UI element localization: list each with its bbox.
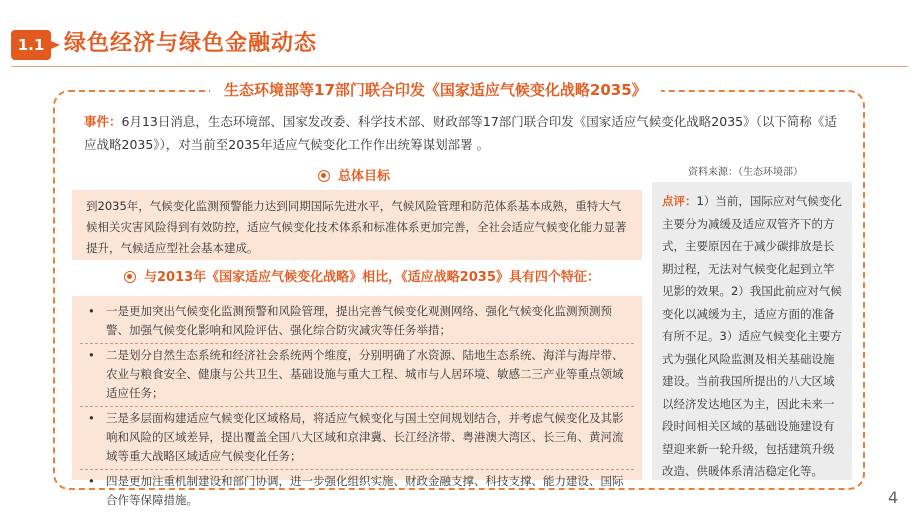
review-panel <box>652 182 852 480</box>
features-panel <box>72 296 642 507</box>
review-label: 点评： <box>662 194 697 208</box>
feature-text: 四是更加注重机制建设和部门协调，进一步强化组织实施、财政金融支撑、科技支撑、能力建设、国际合作等保障措施。 <box>106 474 624 507</box>
event-text: 6月13日消息，生态环境部、国家发改委、科学技术部、财政部等17部门联合印发《国家适应气候变化战略2035》（以下简称《适应战略2035》），对当前至2035年适应气候变化工作作出统筹谋划部署 。 <box>84 114 837 152</box>
article-subtitle: 生态环境部等17部门联合印发《国家适应气候变化战略2035》 <box>210 78 661 102</box>
goal-text: 到2035年，气候变化监测预警能力达到同期国际先进水平，气候风险管理和防范体系基本成熟，重特大气候相关灾害风险得到有效防控，适应气候变化技术体系和标准体系更加完善，全社会适应气候变化能力显著提升，气候适应型社会基本建成。 <box>86 199 627 255</box>
feature-item <box>80 470 634 513</box>
feature-item <box>80 300 634 344</box>
event-label: 事件： <box>84 114 122 129</box>
target-bullet-icon <box>318 170 330 182</box>
features-heading <box>124 268 600 288</box>
feature-item <box>80 407 634 470</box>
event-paragraph <box>84 110 844 156</box>
title-divider <box>11 66 908 67</box>
features-heading-text: 与2013年《国家适应气候变化战略》相比，《适应战略2035》具有四个特征： <box>144 270 600 285</box>
page-number: 4 <box>888 488 899 507</box>
target-bullet-icon <box>124 271 136 283</box>
feature-text: 三是多层面构建适应气候变化区域格局，将适应气候变化与国土空间规划结合，并考虑气候变化及其影响和风险的区域差异，提出覆盖全国八大区域和京津冀、长江经济带、粤港澳大湾区、长三角、黄河流域等重大战略区域适应气候变化任务； <box>106 411 624 463</box>
feature-text: 二是划分自然生态系统和经济社会系统两个维度，分别明确了水资源、陆地生态系统、海洋与海岸带、农业与粮食安全、健康与公共卫生、基础设施与重大工程、城市与人居环境、敏感二三产业等重点领域适应任务； <box>106 348 624 400</box>
source-note: 资料来源：（生态环境部） <box>688 167 803 178</box>
goal-panel <box>72 190 642 260</box>
bullet-icon: • <box>88 411 95 425</box>
goal-heading <box>318 167 390 187</box>
goal-heading-text: 总体目标 <box>338 169 391 184</box>
section-number-badge: 1.1 <box>11 30 51 60</box>
feature-item <box>80 344 634 407</box>
bullet-icon: • <box>88 348 95 362</box>
review-text: 1）当前，国际应对气候变化主要分为减缓及适应双管齐下的方式，主要原因在于减少碳排放是长期过程，无法对气候变化起到立竿见影的效果。2）我国此前应对气候变化以减缓为主，适应方面的准备有所不足。3）适应气候变化主要方式为强化风险监测及相关基础设施建设。当前我国所提出的八大区域以经济发达地区为主，因此未来一段时间相关区域的基础设施建设有望迎来新一轮升级，包括建筑升级改造、供暖体系清洁稳定化等。 <box>662 194 842 478</box>
bullet-icon: • <box>88 304 95 318</box>
feature-text: 一是更加突出气候变化监测预警和风险管理，提出完善气候变化观测网络、强化气候变化监测预测预警、加强气候变化影响和风险评估、强化综合防灾减灾等任务举措； <box>106 304 612 337</box>
bullet-icon: • <box>88 474 95 488</box>
page-title: 绿色经济与绿色金融动态 <box>64 31 318 56</box>
